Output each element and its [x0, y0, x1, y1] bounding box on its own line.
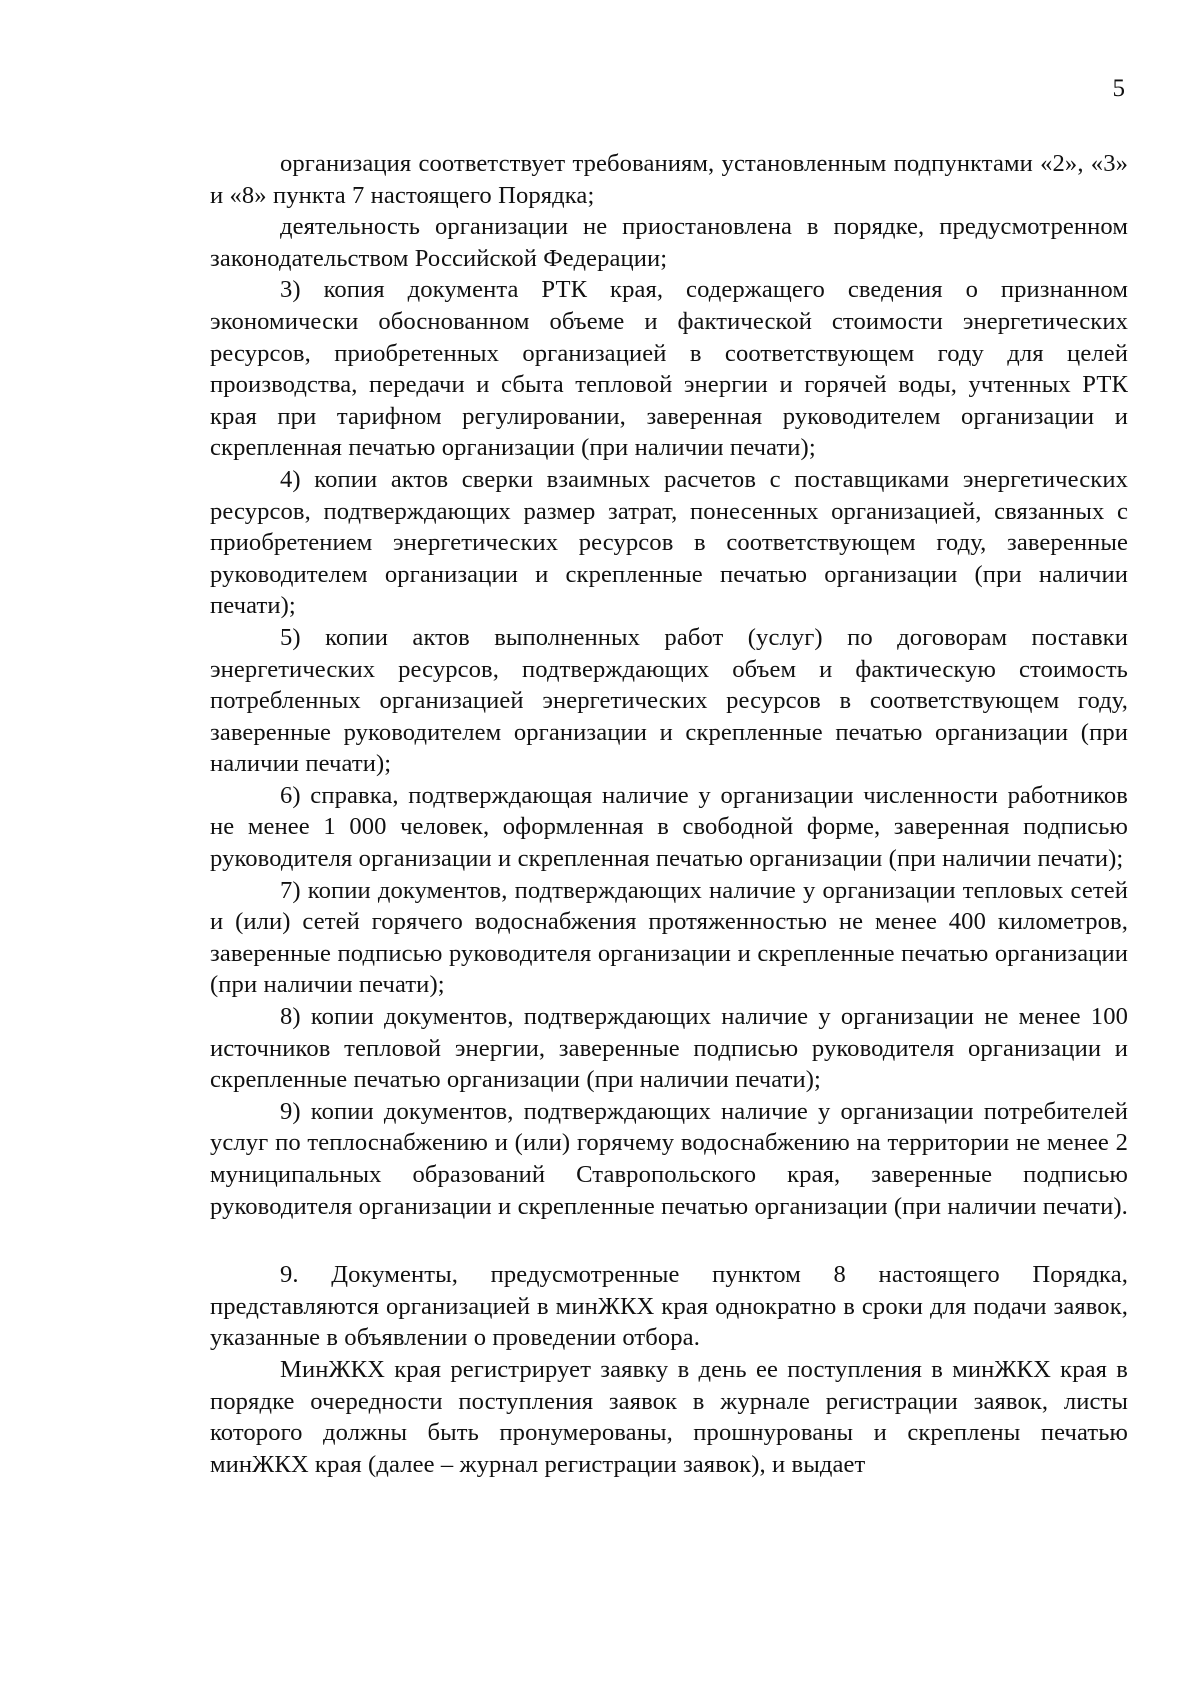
paragraph-continuation-1: организация соответствует требованиям, установленным подпунктами «2», «3» и «8» пункта 7 настоящего Порядка; [210, 150, 1128, 209]
list-item-8: 8) копии документов, подтверждающих наличие у организации не менее 100 источников тепловой энергии, заверенные подписью руководителя организации и скрепленные печатью организации (при наличии печати); [210, 1003, 1128, 1094]
list-item-6: 6) справка, подтверждающая наличие у организации численности работников не менее 1 000 человек, оформленная в свободной форме, заверенная подписью руководителя организации и скрепленная печатью организации (при наличии печати); [210, 781, 1128, 873]
list-item-4: 4) копии актов сверки взаимных расчетов с поставщиками энергетических ресурсов, подтверждающих размер затрат, понесенных организацией, связанных с приобретением энергетических ресурсов в соответствующем году, заверенные руководителем организации и скрепленные печатью организации (при наличии печати); [210, 465, 1128, 620]
list-item-7: 7) копии документов, подтверждающих наличие у организации тепловых сетей и (или) сетей горячего водоснабжения протяженностью не менее 400 километров, заверенные подписью руководителя организации и скрепленные печатью организации (при наличии печати); [210, 876, 1128, 999]
registration-paragraph: МинЖКХ края регистрирует заявку в день ее поступления в минЖКХ края в порядке очередности поступления заявок в журнале регистрации заявок, листы которого должны быть пронумерованы, прошнурованы и скреплены печатью минЖКХ края (далее – журнал регистрации заявок), и выдает [210, 1355, 1128, 1478]
paragraph-continuation-2: деятельность организации не приостановлена в порядке, предусмотренном законодательством Российской Федерации; [210, 213, 1128, 272]
list-item-5: 5) копии актов выполненных работ (услуг) по договорам поставки энергетических ресурсов, подтверждающих объем и фактическую стоимость потребленных организацией энергетических ресурсов в соответствующем году, заверенные руководителем организации и скрепленные печатью организации (при наличии печати); [210, 623, 1128, 778]
list-item-9: 9) копии документов, подтверждающих наличие у организации потребителей услуг по теплоснабжению и (или) горячему водоснабжению на территории не менее 2 муниципальных образований Ставропольского края, заверенные подписью руководителя организации и скрепленные печатью организации (при наличии печати). [210, 1097, 1128, 1220]
section-9-paragraph: 9. Документы, предусмотренные пунктом 8 настоящего Порядка, представляются организацией в минЖКХ края однократно в сроки для подачи заявок, указанные в объявлении о проведении отбора. [210, 1261, 1128, 1352]
document-body [210, 148, 1128, 1480]
list-item-3: 3) копия документа РТК края, содержащего сведения о признанном экономически обоснованном объеме и фактической стоимости энергетических ресурсов, приобретенных организацией в соответствующем году для целей производства, передачи и сбыта тепловой энергии и горячей воды, учтенных РТК края при тарифном регулировании, заверенная руководителем организации и скрепленная печатью организации (при наличии печати); [210, 276, 1128, 462]
page-number: 5 [1112, 75, 1125, 102]
